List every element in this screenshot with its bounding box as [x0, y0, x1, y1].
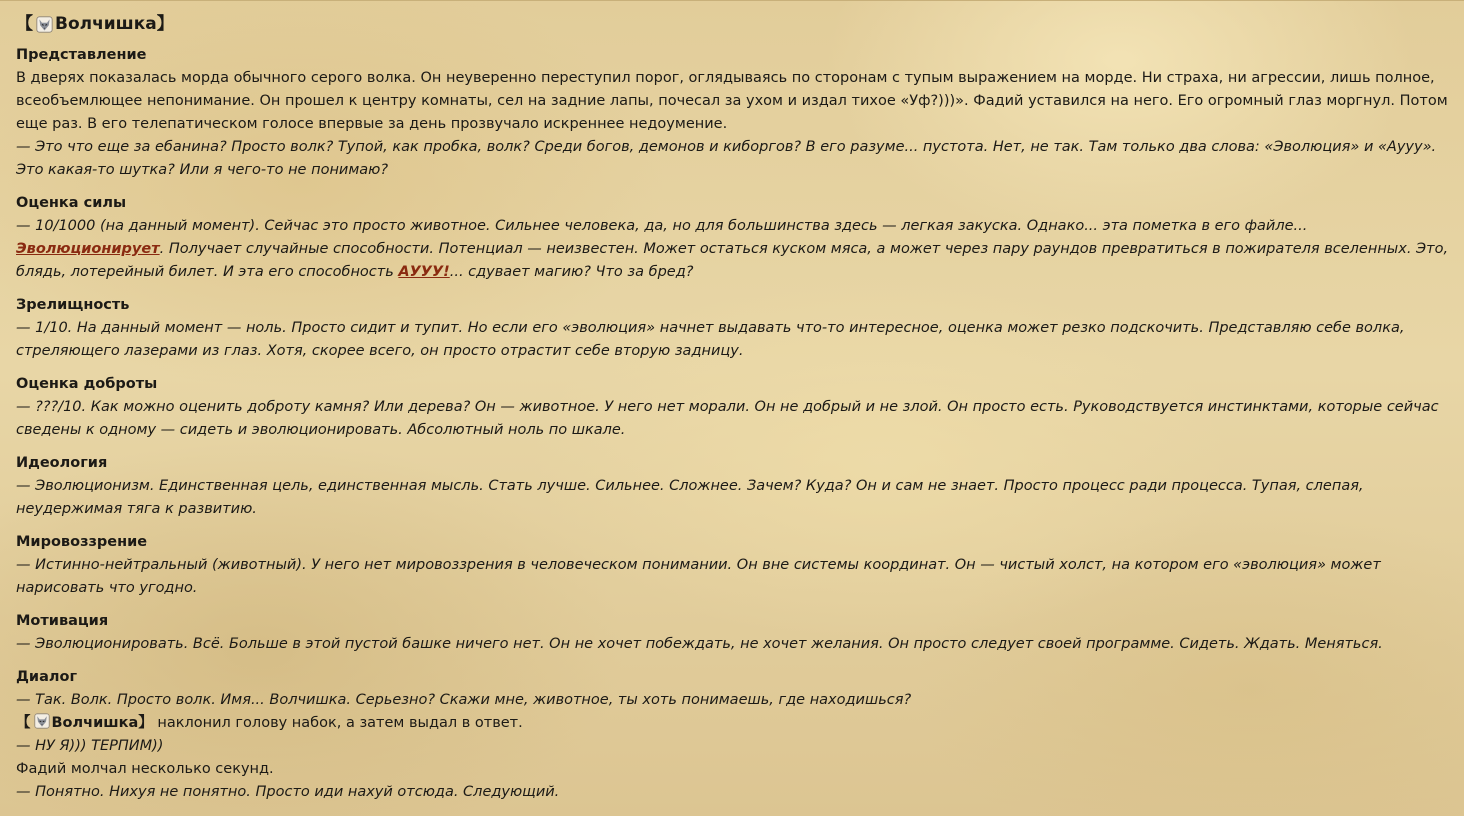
- spectacle-text: — 1/10. На данный момент — ноль. Просто сидит и тупит. Но если его «эволюция» начнет выдавать что-то интересное, оценка может резко подскочить. Представляю себе волка, стреляющего лазерами из глаз. Хотя, скорее всего, он просто отрастит себе вторую задницу.: [16, 320, 1405, 359]
- title-bracket-open: 【: [16, 14, 33, 34]
- tag-bracket-open: 【: [16, 715, 31, 731]
- section-dialogue: [16, 666, 1456, 804]
- section-kindness: [16, 373, 1456, 442]
- dialogue-action: наклонил голову набок, а затем выдал в ответ.: [152, 715, 523, 731]
- section-motivation: [16, 610, 1456, 656]
- intro-speech: — Это что еще за ебанина? Просто волк? Тупой, как пробка, волк? Среди богов, демонов и киборгов? В его разуме... пустота. Нет, не так. Там только два слова: «Эволюция» и «Аууу». Это какая-то шутка? Или я чего-то не понимаю?: [16, 139, 1437, 178]
- evolution-keyword-link[interactable]: Эволюционирует: [16, 241, 160, 257]
- dialogue-line: — НУ Я))) ТЕРПИМ)): [16, 738, 164, 754]
- power-text-c: ... сдувает магию? Что за бред?: [449, 264, 694, 280]
- kindness-text: — ???/10. Как можно оценить доброту камня? Или дерева? Он — животное. У него нет морали. Он не добрый и не злой. Он просто есть. Руководствуется инстинктами, которые сейчас сведены к одному — сидеть и эволюционировать. Абсолютный ноль по шкале.: [16, 399, 1439, 438]
- section-heading: Оценка силы: [16, 195, 127, 211]
- motivation-text: — Эволюционировать. Всё. Больше в этой пустой башке ничего нет. Он не хочет побеждать, не хочет желания. Он просто следует своей программе. Сидеть. Ждать. Меняться.: [16, 636, 1383, 652]
- dialogue-line: — Так. Волк. Просто волк. Имя... Волчишка. Серьезно? Скажи мне, животное, ты хоть понимаешь, где находишься?: [16, 692, 912, 708]
- section-power: [16, 192, 1456, 284]
- section-spectacle: [16, 294, 1456, 363]
- page-title: [16, 12, 1456, 36]
- character-name: Волчишка: [55, 14, 157, 34]
- section-heading: Зрелищность: [16, 297, 130, 313]
- howl-keyword-link[interactable]: АУУУ!: [398, 264, 450, 280]
- intro-narration: В дверях показалась морда обычного серого волка. Он неуверенно переступил порог, оглядываясь по сторонам с тупым выражением на морде. Ни страха, ни агрессии, лишь полное, всеобъемлющее непонимание. Он прошел к центру комнаты, сел на задние лапы, почесал за ухом и издал тихое «Уф?)))». Фадий уставился на него. Его огромный глаз моргнул. Потом еще раз. В его телепатическом голосе впервые за день прозвучало искреннее недоумение.: [16, 70, 1448, 132]
- inline-character-tag: [16, 715, 153, 731]
- ideology-text: — Эволюционизм. Единственная цель, единственная мысль. Стать лучше. Сильнее. Сложнее. Зачем? Куда? Он и сам не знает. Просто процесс ради процесса. Тупая, слепая, неудержимая тяга к развитию.: [16, 478, 1364, 517]
- section-heading: Мировоззрение: [16, 534, 148, 550]
- tag-name: Волчишка: [51, 715, 139, 731]
- section-heading: Представление: [16, 47, 147, 63]
- section-worldview: [16, 531, 1456, 600]
- profile-card: [16, 12, 1456, 814]
- dialogue-line: [16, 712, 1456, 735]
- dialogue-line: Фадий молчал несколько секунд.: [16, 761, 274, 777]
- section-intro: [16, 44, 1456, 182]
- section-ideology: [16, 452, 1456, 521]
- power-text-b: . Получает случайные способности. Потенциал — неизвестен. Может остаться куском мяса, а может через пару раундов превратиться в пожирателя вселенных. Это, блядь, лотерейный билет. И эта его способность: [16, 241, 1449, 280]
- section-heading: Мотивация: [16, 613, 109, 629]
- tag-bracket-close: 】: [138, 715, 153, 731]
- dialogue-line: — Понятно. Нихуя не понятно. Просто иди нахуй отсюда. Следующий.: [16, 784, 560, 800]
- section-heading: Оценка доброты: [16, 376, 158, 392]
- power-text: [16, 215, 1456, 284]
- section-heading: Идеология: [16, 455, 108, 471]
- section-heading: Диалог: [16, 669, 78, 685]
- worldview-text: — Истинно-нейтральный (животный). У него нет мировоззрения в человеческом понимании. Он вне системы координат. Он — чистый холст, на котором его «эволюция» может нарисовать что угодно.: [16, 557, 1381, 596]
- power-text-a: — 10/1000 (на данный момент). Сейчас это просто животное. Сильнее человека, да, но для большинства здесь — легкая закуска. Однако... эта пометка в его файле...: [16, 218, 1308, 234]
- title-bracket-close: 】: [156, 14, 174, 34]
- wolf-icon: [34, 713, 50, 729]
- wolf-icon: [36, 16, 53, 33]
